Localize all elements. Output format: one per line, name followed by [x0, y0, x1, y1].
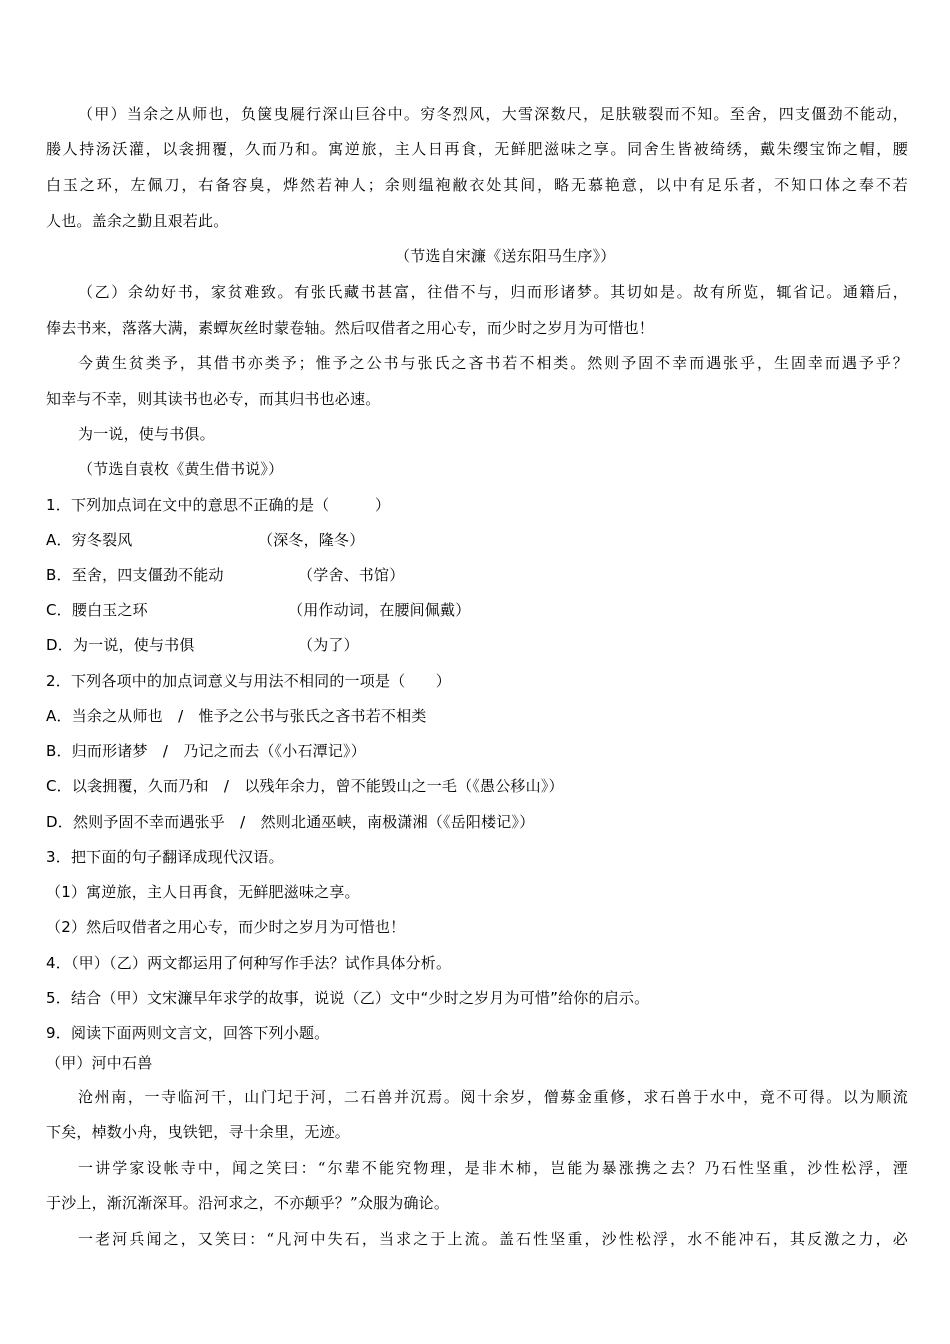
option-note: （用作动词，在腰间佩戴）: [288, 601, 471, 619]
option-text: 腰白玉之环: [71, 601, 148, 619]
passage-jia-line-2: 媵人持汤沃灌，以衾拥覆，久而乃和。寓逆旅，主人日再食，无鲜肥滋味之享。同舍生皆被绮绣，戴朱缨宝饰之帽，腰: [46, 140, 908, 158]
passage-yi-line-4: 知幸与不幸，则其读书也必专，而其归书也必速。: [46, 390, 381, 408]
question-2-option-a: [46, 706, 908, 726]
question-5-stem: 5．结合（甲）文宋濂早年求学的故事，说说（乙）文中“少时之岁月为可惜”给你的启示。: [46, 989, 650, 1007]
question-1-option-c: [46, 600, 908, 620]
question-2-option-c: [46, 776, 908, 796]
question-9-stem: 9．阅读下面两则文言文，回答下列小题。: [46, 1024, 330, 1042]
question-1-option-a: [46, 530, 908, 550]
passage-9-jia-line-2: 下矣，棹数小舟，曳铁钯，寻十余里，无迹。: [46, 1123, 351, 1141]
option-label: D．: [46, 636, 73, 654]
passage-yi-line-5: 为一说，使与书俱。: [78, 425, 215, 443]
passage-jia-line-4: 人也。盖余之勤且艰若此。: [46, 212, 229, 230]
option-note: （学舍、书馆）: [298, 566, 405, 584]
question-1-option-b: [46, 565, 908, 585]
option-text: 至舍，四支僵劲不能动: [71, 566, 224, 584]
option-label: B．: [46, 742, 72, 760]
option-label: A．: [46, 707, 72, 725]
question-3-item-2: （2）然后叹借者之用心专，而少时之岁月为可惜也！: [46, 918, 406, 936]
passage-yi-source: （节选自袁枚《黄生借书说》）: [78, 460, 284, 478]
option-text: 归而形诸梦 / 乃记之而去（《小石潭记》）: [71, 742, 366, 760]
question-1-stem: 1．下列加点词在文中的意思不正确的是（ ）: [46, 496, 391, 514]
option-text: 穷冬裂风: [71, 531, 133, 549]
option-text: 当余之从师也 / 惟予之公书与张氏之吝书若不相类: [71, 707, 427, 725]
question-4-stem: 4．（甲）（乙）两文都运用了何种写作手法？试作具体分析。: [46, 954, 452, 972]
passage-9-jia-line-5: 一老河兵闻之，又笑曰：“凡河中失石，当求之于上流。盖石性坚重，沙性松浮，水不能冲石，其反激之力，必: [78, 1230, 908, 1248]
option-note: （为了）: [298, 636, 359, 654]
option-label: B．: [46, 566, 72, 584]
question-2-option-d: [46, 812, 908, 832]
passage-9-jia-line-3: 一讲学家设帐寺中，闻之笑曰：“尔辈不能究物理，是非木柿，岂能为暴涨携之去？乃石性坚重，沙性松浮，湮: [78, 1159, 908, 1177]
option-label: C．: [46, 601, 72, 619]
question-1-option-d: [46, 635, 908, 655]
option-label: D．: [46, 813, 73, 831]
option-label: A．: [46, 531, 72, 549]
passage-yi-line-3: 今黄生贫类予，其借书亦类予；惟予之公书与张氏之吝书若不相类。然则予固不幸而遇张乎，生固幸而遇予乎？: [78, 354, 908, 372]
passage-jia-line-3: 白玉之环，左佩刀，右备容臭，烨然若神人；余则缊袍敝衣处其间，略无慕艳意，以中有足乐者，不知口体之奉不若: [46, 176, 908, 194]
question-3-item-1: （1）寓逆旅，主人日再食，无鲜肥滋味之享。: [46, 883, 360, 901]
passage-9-jia-title: （甲）河中石兽: [46, 1054, 153, 1072]
option-label: C．: [46, 777, 72, 795]
passage-9-jia-line-1: 沧州南，一寺临河干，山门圮于河，二石兽并沉焉。阅十余岁，僧募金重修，求石兽于水中，竟不可得。以为顺流: [78, 1088, 908, 1106]
option-text: 为一说，使与书俱: [72, 636, 195, 654]
question-2-stem: 2．下列各项中的加点词意义与用法不相同的一项是（ ）: [46, 672, 451, 690]
option-text: 然则予固不幸而遇张乎 / 然则北通巫峡，南极潇湘（《岳阳楼记》）: [72, 813, 535, 831]
passage-yi-line-1: （乙）余幼好书，家贫难致。有张氏藏书甚富，往借不与，归而形诸梦。其切如是。故有所览，辄省记。通籍后，: [78, 283, 908, 301]
passage-yi-line-2: 俸去书来，落落大满，素蟫灰丝时蒙卷轴。然后叹借者之用心专，而少时之岁月为可惜也！: [46, 319, 655, 337]
passage-9-jia-line-4: 于沙上，渐沉渐深耳。沿河求之，不亦颠乎？”众服为确论。: [46, 1194, 450, 1212]
option-note: （深冬，隆冬）: [258, 531, 365, 549]
question-3-stem: 3．把下面的句子翻译成现代汉语。: [46, 848, 284, 866]
question-2-option-b: [46, 741, 908, 761]
passage-jia-source: （节选自宋濂《送东阳马生序》）: [395, 247, 616, 265]
passage-jia-line-1: （甲）当余之从师也，负箧曳屣行深山巨谷中。穷冬烈风，大雪深数尺，足肤皲裂而不知。至舍，四支僵劲不能动，: [78, 105, 908, 123]
option-text: 以衾拥覆，久而乃和 / 以残年余力，曾不能毁山之一毛（《愚公移山》）: [71, 777, 564, 795]
